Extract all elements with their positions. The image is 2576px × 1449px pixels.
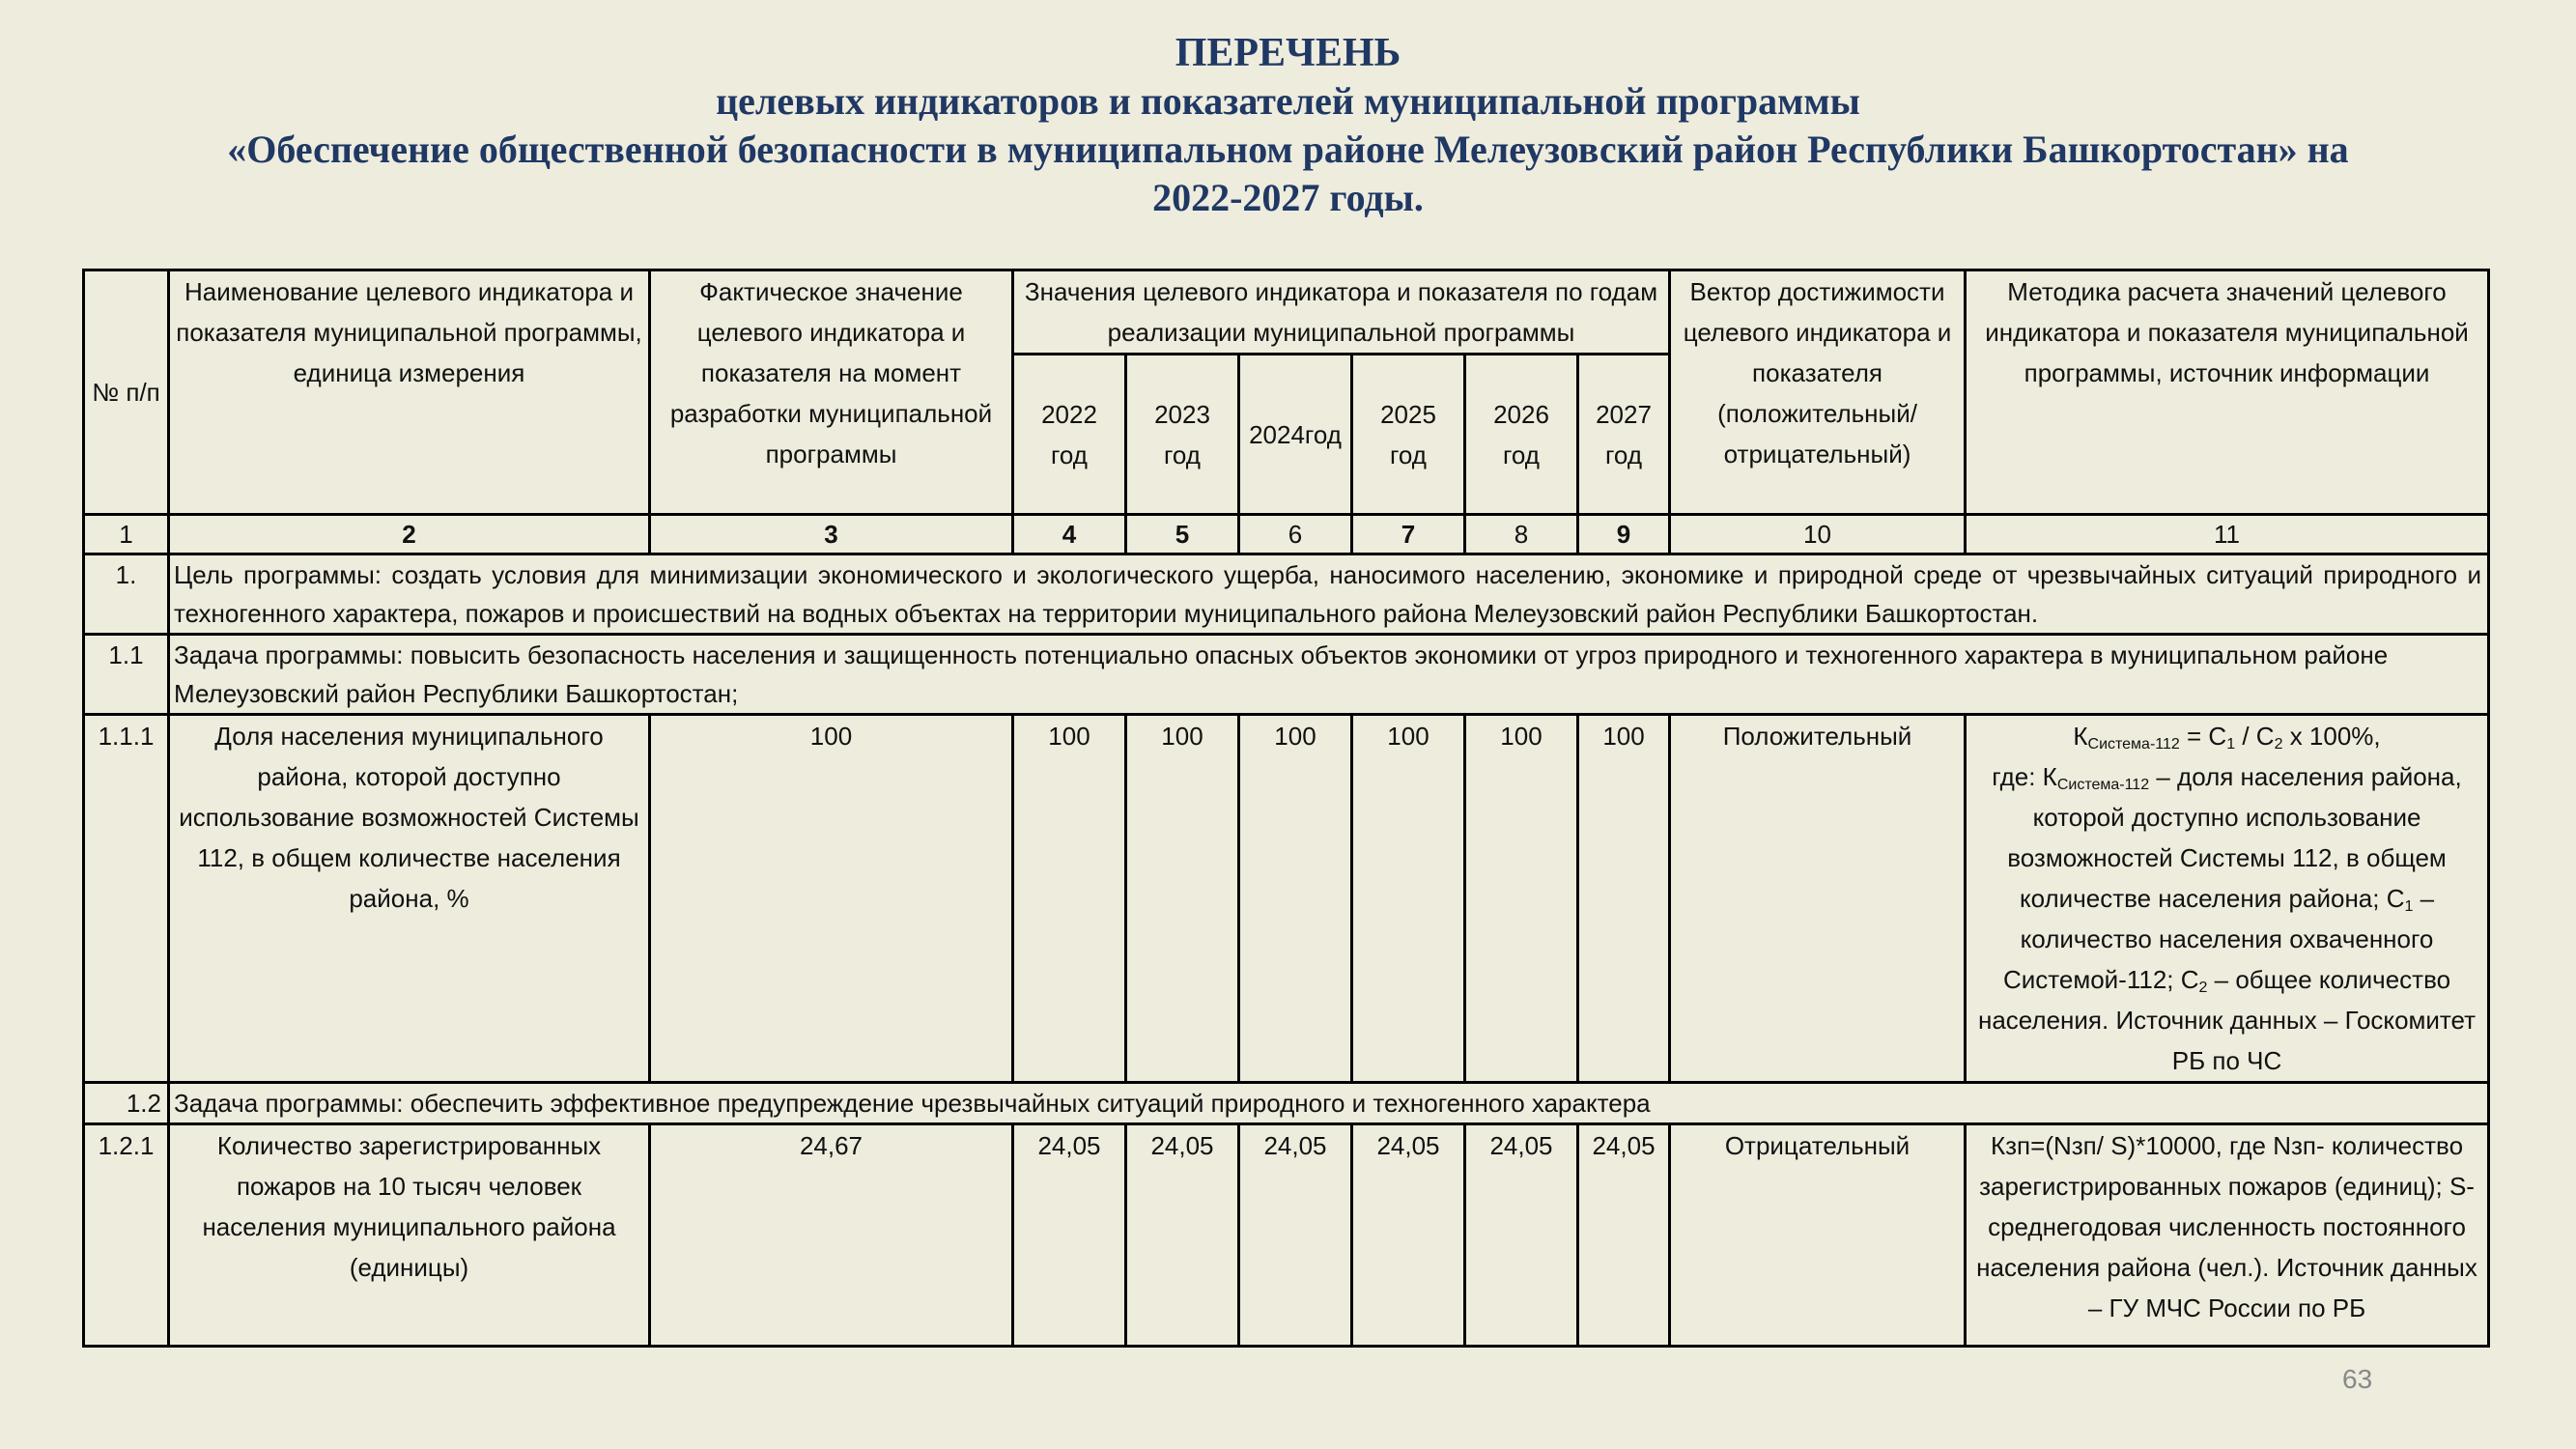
header-year-2024: 2024год — [1239, 355, 1352, 515]
column-number: 8 — [1465, 515, 1578, 554]
header-fact: Фактическое значение целевого индикатора и показателя на момент разработки муниципальной программы — [650, 270, 1013, 515]
method-part: х 100%, — [2282, 722, 2381, 751]
year-value-2023: 24,05 — [1126, 1124, 1239, 1347]
header-year-2023: 2023 год — [1126, 355, 1239, 515]
header-year-2027: 2027 год — [1578, 355, 1670, 515]
method-part: – общее количество населения. Источник данных – Госкомитет РБ по ЧС — [1977, 965, 2477, 1075]
vector-value: Отрицательный — [1670, 1124, 1966, 1347]
year-value-2027: 24,05 — [1578, 1124, 1670, 1347]
row-num: 1.2.1 — [84, 1124, 169, 1347]
header-vector: Вектор достижимости целевого индикатора и показателя (положительный/отрицательный) — [1670, 270, 1966, 515]
column-number: 11 — [1966, 515, 2489, 554]
header-year-2025: 2025 год — [1352, 355, 1465, 515]
header-row-1 — [84, 270, 2489, 355]
method-text — [1966, 715, 2489, 1083]
task-row-1-2 — [84, 1083, 2489, 1124]
year-value-2027: 100 — [1578, 715, 1670, 1083]
year-value-2022: 100 — [1013, 715, 1126, 1083]
table-row-1-1-1 — [84, 715, 2489, 1083]
header-year-2022: 2022 год — [1013, 355, 1126, 515]
column-number: 9 — [1578, 515, 1670, 554]
column-number: 10 — [1670, 515, 1966, 554]
year-value-2022: 24,05 — [1013, 1124, 1126, 1347]
fact-value: 24,67 — [650, 1124, 1013, 1347]
header-year-2026: 2026 год — [1465, 355, 1578, 515]
goal-row — [84, 554, 2489, 635]
vector-value: Положительный — [1670, 715, 1966, 1083]
column-number: 2 — [169, 515, 650, 554]
method-part: где: К — [1992, 762, 2057, 791]
year-value-2026: 24,05 — [1465, 1124, 1578, 1347]
column-number: 3 — [650, 515, 1013, 554]
task-num: 1.2 — [84, 1083, 169, 1124]
column-number: 5 — [1126, 515, 1239, 554]
indicators-table — [82, 269, 2490, 1348]
task-num: 1.1 — [84, 635, 169, 715]
task-row-1-1 — [84, 635, 2489, 715]
year-value-2025: 24,05 — [1352, 1124, 1465, 1347]
title-line-1: ПЕРЕЧЕНЬ — [1175, 31, 1401, 75]
method-sub: 2 — [2274, 736, 2283, 753]
method-sub: 2 — [2198, 980, 2208, 996]
goal-text: Цель программы: создать условия для минимизации экономического и экологического ущерба, наносимого населению, экономике и природной среде от чрезвычайных ситуаций природного и техногенного характера, пожаров и происшествий на водных объектах на территории муниципального района Мелеузовский район Республики Башкортостан. — [169, 554, 2489, 635]
method-text: Кзп=(Nзп/ S)*10000, где Nзп- количество зарегистрированных пожаров (единиц); S- среднегодовая численность постоянного населения района (чел.). Источник данных – ГУ МЧС России по РБ — [1966, 1124, 2489, 1347]
method-sub: 1 — [2226, 736, 2236, 753]
year-value-2025: 100 — [1352, 715, 1465, 1083]
table-row-1-2-1 — [84, 1124, 2489, 1347]
page-title — [0, 29, 2576, 222]
method-part: = С — [2179, 722, 2227, 751]
column-number: 7 — [1352, 515, 1465, 554]
year-value-2024: 24,05 — [1239, 1124, 1352, 1347]
header-name: Наименование целевого индикатора и показателя муниципальной программы, единица измерения — [169, 270, 650, 515]
fact-value: 100 — [650, 715, 1013, 1083]
year-value-2026: 100 — [1465, 715, 1578, 1083]
column-number: 1 — [84, 515, 169, 554]
header-num: № п/п — [84, 270, 169, 515]
method-part: – доля населения района, которой доступно использование возможностей Системы 112, в общем количестве населения района; С — [2007, 762, 2462, 913]
row-num: 1.1.1 — [84, 715, 169, 1083]
method-sub: Система-112 — [2056, 777, 2150, 793]
page-number: 63 — [2342, 1364, 2373, 1394]
header-values-group: Значения целевого индикатора и показателя по годам реализации муниципальной программы — [1013, 270, 1670, 355]
method-part: К — [2073, 722, 2088, 751]
year-value-2023: 100 — [1126, 715, 1239, 1083]
title-line-3: «Обеспечение общественной безопасности в муниципальном районе Мелеузовский район Республики Башкортостан» на — [227, 128, 2349, 171]
indicator-name: Доля населения муниципального района, которой доступно использование возможностей Системы 112, в общем количестве населения района, % — [169, 715, 650, 1083]
column-number: 6 — [1239, 515, 1352, 554]
column-number: 4 — [1013, 515, 1126, 554]
title-line-4: 2022-2027 годы. — [1152, 176, 1424, 219]
goal-num: 1. — [84, 554, 169, 635]
title-line-2: целевых индикаторов и показателей муниципальной программы — [716, 79, 1860, 123]
method-sub: 1 — [2404, 898, 2414, 915]
method-sub: Система-112 — [2087, 736, 2180, 753]
method-part: / С — [2235, 722, 2275, 751]
column-numbers-row — [84, 515, 2489, 554]
indicator-name: Количество зарегистрированных пожаров на 10 тысяч человек населения муниципального района (единицы) — [169, 1124, 650, 1347]
task-text: Задача программы: обеспечить эффективное предупреждение чрезвычайных ситуаций природного и техногенного характера — [169, 1083, 2489, 1124]
method-part: – количество населения охваченного Системой-112; С — [2002, 884, 2435, 994]
header-method: Методика расчета значений целевого индикатора и показателя муниципальной программы, источник информации — [1966, 270, 2489, 515]
task-text: Задача программы: повысить безопасность населения и защищенность потенциально опасных объектов экономики от угроз природного и техногенного характера в муниципальном районе Мелеузовский район Республики Башкортостан; — [169, 635, 2489, 715]
year-value-2024: 100 — [1239, 715, 1352, 1083]
